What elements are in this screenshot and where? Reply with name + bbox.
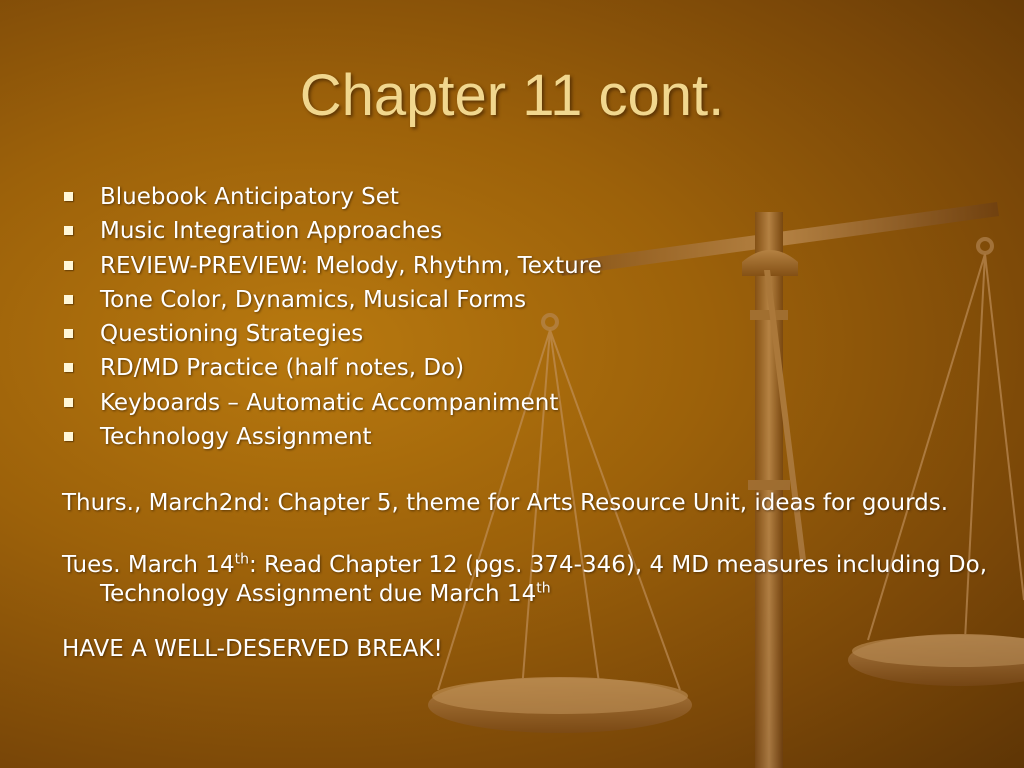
square-bullet-icon xyxy=(64,295,73,304)
list-item xyxy=(62,317,602,351)
list-item-text: Keyboards – Automatic Accompaniment xyxy=(100,389,559,416)
agenda-list xyxy=(62,180,602,454)
list-item-text: Music Integration Approaches xyxy=(100,218,443,245)
list-item xyxy=(62,351,602,385)
square-bullet-icon xyxy=(64,261,73,270)
square-bullet-icon xyxy=(64,226,73,235)
square-bullet-icon xyxy=(64,329,73,338)
list-item-text: Tone Color, Dynamics, Musical Forms xyxy=(100,286,527,313)
list-item xyxy=(62,214,602,248)
list-item xyxy=(62,420,602,454)
square-bullet-icon xyxy=(64,432,73,441)
list-item-text: REVIEW-PREVIEW: Melody, Rhythm, Texture xyxy=(100,252,602,279)
list-item xyxy=(62,283,602,317)
list-item xyxy=(62,180,602,214)
list-item xyxy=(62,249,602,283)
superscript-th: th xyxy=(536,580,551,597)
tuesday-note xyxy=(62,551,990,609)
square-bullet-icon xyxy=(64,192,73,201)
tuesday-note-date: Tues. March 14 xyxy=(62,552,235,578)
superscript-th: th xyxy=(234,551,249,568)
list-item-text: Technology Assignment xyxy=(100,424,372,451)
list-item-text: RD/MD Practice (half notes, Do) xyxy=(100,355,465,382)
closing-note: HAVE A WELL-DESERVED BREAK! xyxy=(62,636,443,662)
tuesday-note-body: : Read Chapter 12 (pgs. 374-346), 4 MD measures including Do, Technology Assignment due March 14 xyxy=(100,552,988,607)
list-item-text: Questioning Strategies xyxy=(100,321,364,348)
thursday-note: Thurs., March2nd: Chapter 5, theme for Arts Resource Unit, ideas for gourds. xyxy=(62,490,949,516)
slide-title: Chapter 11 cont. xyxy=(299,63,725,128)
list-item-text: Bluebook Anticipatory Set xyxy=(100,184,399,210)
square-bullet-icon xyxy=(64,363,73,372)
list-item xyxy=(62,386,602,420)
square-bullet-icon xyxy=(64,398,73,407)
